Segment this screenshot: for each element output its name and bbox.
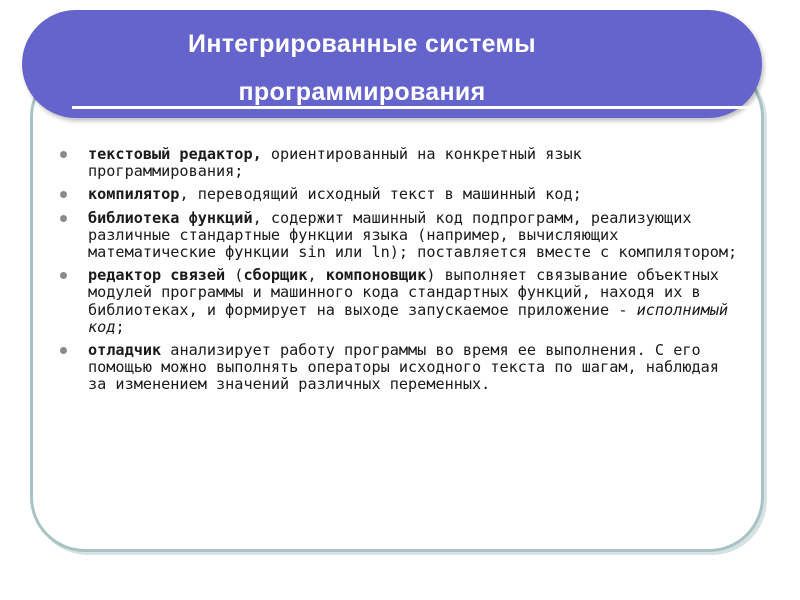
punctuation: ,: [307, 266, 326, 285]
bullet-icon: [60, 215, 67, 222]
term: текстовый редактор,: [88, 145, 262, 163]
description: ) выполняет связывание объектных модулей программы и машинного кода стандартных функций, находя их в библиотеках, и формирует на выходе запускаемое приложение -: [88, 266, 719, 319]
term: библиотека функций: [88, 208, 253, 227]
bullet-item-linker: [60, 267, 740, 336]
title-underline: [72, 106, 752, 109]
bullet-icon: [60, 151, 67, 158]
bullet-item-debugger: [60, 342, 740, 394]
term: редактор связей: [88, 266, 226, 285]
title-line-1: Интегрированные системы: [188, 30, 536, 58]
term: компилятор: [88, 185, 180, 204]
title-line-2: программирования: [238, 78, 486, 106]
bullet-item-compiler: [60, 186, 740, 203]
bullet-icon: [60, 272, 67, 279]
bullet-icon: [60, 191, 67, 198]
term: отладчик: [88, 341, 162, 360]
title-banner: [22, 10, 762, 118]
description: анализирует работу программы во время ее выполнения. С его помощью можно выполнять операторы исходного текста по шагам, наблюдая за изменением значений различных переменных.: [88, 341, 719, 394]
punctuation: (: [225, 266, 244, 285]
term-assembler: сборщик: [243, 266, 308, 285]
description: , переводящий исходный текст в машинный код;: [179, 185, 582, 204]
bullet-item-library: [60, 210, 740, 262]
emphasis-executable: исполнимый код: [88, 300, 729, 336]
punctuation: ;: [115, 317, 125, 336]
description: ориентированный на конкретный язык программирования;: [88, 145, 582, 181]
bullet-list: [60, 146, 740, 400]
bullet-icon: [60, 347, 67, 354]
bullet-item-text-editor: [60, 146, 740, 180]
description: , содержит машинный код подпрограмм, реализующих различные стандартные функции языка (например, вычисляющих математические функции sin или ln); поставляется вместе с компилятором;: [88, 208, 738, 262]
term-composer: компоновщик: [325, 266, 427, 285]
